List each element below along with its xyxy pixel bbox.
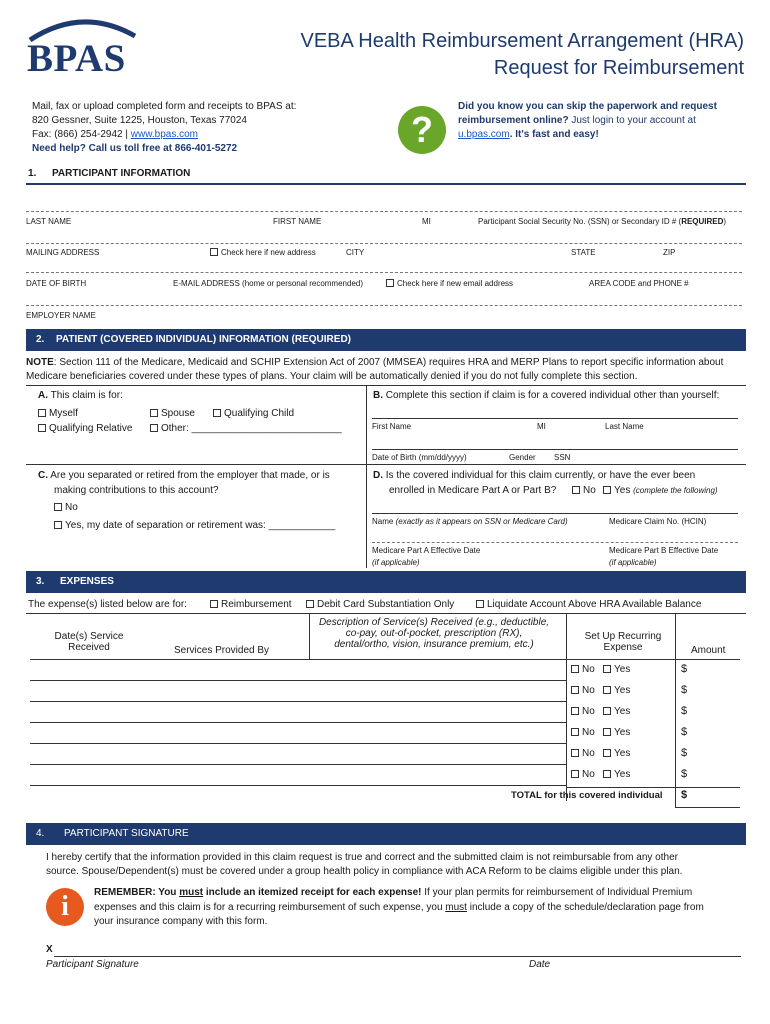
first-name-label: FIRST NAME	[273, 217, 322, 226]
recurring-no-checkbox[interactable]: No	[571, 769, 595, 780]
separated-question-line2: making contributions to this account?	[54, 485, 219, 496]
amount-field[interactable]: $	[681, 726, 688, 738]
recurring-yes-checkbox[interactable]: Yes	[603, 727, 630, 738]
mailing-address-label: MAILING ADDRESS	[26, 248, 100, 257]
dob-label: DATE OF BIRTH	[26, 279, 87, 288]
recurring-no-checkbox[interactable]: No	[571, 727, 595, 738]
section3-header: 3. EXPENSES	[26, 571, 746, 593]
remember-line1: REMEMBER: You must include an itemized receipt for each expense! If your plan permits for reimbursement of Individual Premium	[94, 887, 693, 898]
email-label: E-MAIL ADDRESS (home or personal recommended)	[173, 279, 363, 288]
section1-header: 1. PARTICIPANT INFORMATION	[26, 163, 746, 185]
myself-checkbox[interactable]: Myself	[38, 408, 78, 419]
medicare-name-label: Name (exactly as it appears on SSN or Medicare Card)	[372, 517, 568, 526]
zip-label: ZIP	[663, 248, 676, 257]
certify-line1: I hereby certify that the information provided in this claim request is true and correct and the submitted claim is not reimbursable from any other	[46, 852, 678, 863]
separated-no-checkbox[interactable]: No	[54, 502, 78, 513]
question-icon: ?	[398, 106, 446, 154]
bpas-logo	[27, 14, 137, 80]
recurring-no-checkbox[interactable]: No	[571, 706, 595, 717]
date-label: Date	[529, 959, 551, 970]
reimbursement-checkbox[interactable]: Reimbursement	[210, 599, 292, 610]
form-title-line1: VEBA Health Reimbursement Arrangement (HRA)	[300, 30, 744, 52]
state-label: STATE	[571, 248, 596, 257]
other-checkbox[interactable]: Other: ___________________________	[150, 423, 342, 434]
b-mi-label: MI	[537, 422, 546, 431]
signature-line[interactable]	[54, 956, 741, 957]
participant-signature-label: Participant Signature	[46, 959, 139, 970]
b-dob-label: Date of Birth (mm/dd/yyyy)	[372, 453, 467, 462]
recurring-no-checkbox[interactable]: No	[571, 748, 595, 759]
recurring-yes-checkbox[interactable]: Yes	[603, 706, 630, 717]
website-link[interactable]: www.bpas.com	[130, 129, 199, 140]
qualifying-child-checkbox[interactable]: Qualifying Child	[213, 408, 294, 419]
total-label: TOTAL for this covered individual	[511, 790, 663, 801]
section4-header: 4. PARTICIPANT SIGNATURE	[26, 823, 746, 845]
form-title-line2: Request for Reimbursement	[493, 57, 744, 79]
mmsea-note-line2: Medicare beneficiaries covered under these types of plans. Your claim will be automatically denied if you do not fully complete this section.	[26, 371, 638, 382]
mail-instructions: Mail, fax or upload completed form and receipts to BPAS at: 820 Gessner, Suite 1225, Houston, Texas 77024 Fax: (866) 254-2942 | www.bpas.com Need help? Call us toll free at 866-401-5272	[32, 101, 297, 154]
col-amount-header: Amount	[691, 645, 726, 656]
part-b-date-label: Medicare Part B Effective Date	[609, 546, 719, 555]
recurring-yes-checkbox[interactable]: Yes	[603, 769, 630, 780]
b-gender-label: Gender	[509, 453, 536, 462]
mi-label: MI	[422, 217, 431, 226]
amount-field[interactable]: $	[681, 747, 688, 759]
online-promo: Did you know you can skip the paperwork and request reimbursement online? Just login to your account at u.bpas.com. It's fast and easy!	[458, 101, 717, 140]
last-name-label: LAST NAME	[26, 217, 72, 226]
b-first-name-label: First Name	[372, 422, 412, 431]
recurring-no-checkbox[interactable]: No	[571, 664, 595, 675]
recurring-no-checkbox[interactable]: No	[571, 685, 595, 696]
amount-field[interactable]: $	[681, 663, 688, 675]
amount-field[interactable]: $	[681, 705, 688, 717]
medicare-question-line1: D. Is the covered individual for this claim currently, or have the ever been	[373, 470, 696, 481]
debit-card-checkbox[interactable]: Debit Card Substantiation Only	[306, 599, 454, 610]
other-individual-label: B. Complete this section if claim is for a covered individual other than yourself:	[373, 390, 720, 401]
part-b-if-applicable: (if applicable)	[609, 558, 657, 567]
b-ssn-label: SSN	[554, 453, 571, 462]
recurring-yes-checkbox[interactable]: Yes	[603, 748, 630, 759]
liquidate-checkbox[interactable]: Liquidate Account Above HRA Available Balance	[476, 599, 701, 610]
amount-field[interactable]: $	[681, 768, 688, 780]
total-amount[interactable]: $	[681, 789, 688, 801]
info-icon: i	[46, 888, 84, 926]
amount-field[interactable]: $	[681, 684, 688, 696]
phone-label: AREA CODE and PHONE #	[589, 279, 689, 288]
ssn-label: Participant Social Security No. (SSN) or Secondary ID # (REQUIRED)	[478, 217, 727, 226]
qualifying-relative-checkbox[interactable]: Qualifying Relative	[38, 423, 132, 434]
city-label: CITY	[346, 248, 365, 257]
b-last-name-label: Last Name	[605, 422, 644, 431]
spouse-checkbox[interactable]: Spouse	[150, 408, 195, 419]
new-address-checkbox[interactable]: Check here if new address	[210, 248, 316, 257]
col-services-header: Services Provided By	[174, 645, 270, 656]
logo-text: BPAS	[27, 37, 126, 80]
separated-question-line1: C. Are you separated or retired from the employer that made, or is	[38, 470, 330, 481]
mmsea-note-line1: NOTE: Section 111 of the Medicare, Medicaid and SCHIP Extension Act of 2007 (MMSEA) requires HRA and MERP Plans to report specific information about	[26, 357, 724, 368]
medicare-claim-no-label: Medicare Claim No. (HCIN)	[609, 517, 707, 526]
recurring-yes-checkbox[interactable]: Yes	[603, 664, 630, 675]
remember-line2: expenses and this claim is for a recurring reimbursement of such expense, you must include a copy of the schedule/declaration page from	[94, 902, 704, 913]
part-a-if-applicable: (if applicable)	[372, 558, 420, 567]
certify-line2: source. Spouse/Dependent(s) must be covered under a group health policy in compliance with ACA Reform to be claims eligible under this plan.	[46, 866, 683, 877]
signature-x: X	[46, 944, 53, 955]
section2-header: 2. PATIENT (COVERED INDIVIDUAL) INFORMATION (REQUIRED)	[26, 329, 746, 351]
help-line: Need help? Call us toll free at 866-401-5272	[32, 143, 238, 154]
col-recurring-header: Set Up Recurring Expense	[584, 631, 662, 653]
separated-yes-checkbox[interactable]: Yes, my date of separation or retirement was: ____________	[54, 520, 335, 531]
new-email-checkbox[interactable]: Check here if new email address	[386, 279, 513, 288]
part-a-date-label: Medicare Part A Effective Date	[372, 546, 481, 555]
employer-label: EMPLOYER NAME	[26, 311, 96, 320]
portal-link[interactable]: u.bpas.com	[458, 129, 510, 140]
col-dates-header: Date(s) Service Received	[54, 631, 124, 653]
expenses-for-label: The expense(s) listed below are for:	[28, 599, 187, 610]
remember-line3: your insurance company with this form.	[94, 916, 268, 927]
medicare-no-checkbox[interactable]: No	[572, 485, 596, 496]
col-description-header: Description of Service(s) Received (e.g., deductible, co-pay, out-of-pocket, prescription (RX), dental/ortho, vision, insurance premium, etc.)	[318, 617, 550, 650]
medicare-question-line2: enrolled in Medicare Part A or Part B?	[389, 485, 557, 496]
claim-for-label: A. This claim is for:	[38, 390, 123, 401]
recurring-yes-checkbox[interactable]: Yes	[603, 685, 630, 696]
medicare-yes-checkbox[interactable]: Yes (complete the following)	[603, 485, 718, 496]
